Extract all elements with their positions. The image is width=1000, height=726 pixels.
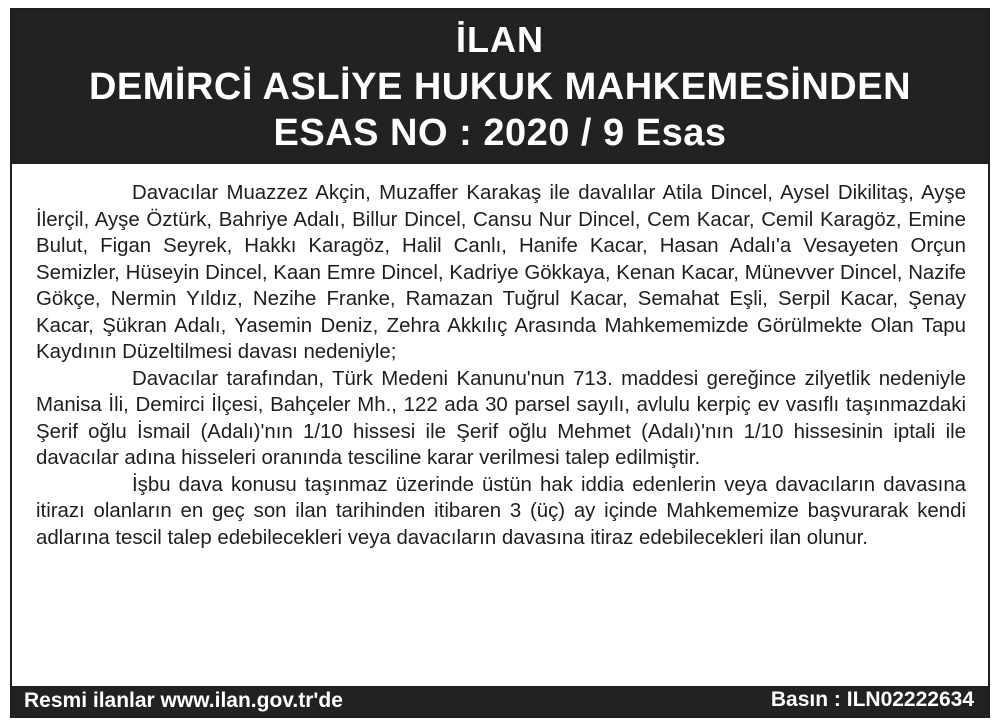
court-name: DEMİRCİ ASLİYE HUKUK MAHKEMESİNDEN xyxy=(88,66,912,108)
paragraph-announcement: İşbu dava konusu taşınmaz üzerinde üstün hak iddia edenlerin veya davacıların davasına itirazı olanların en geç son ilan tarihinden itibaren 3 (üç) ay içinde Mahkememize başvurarak kendi adlarına tescil talep edebilecekleri veya davacıların davasına itiraz edebilecekleri ilan olunur. xyxy=(36,473,966,549)
notice-frame xyxy=(10,8,990,718)
paragraph-claim: Davacılar tarafından, Türk Medeni Kanunu'nun 713. maddesi gereğince zilyetlik nedeniyle Manisa İli, Demirci İlçesi, Bahçeler Mh., 122 ada 30 parsel sayılı, avlulu kerpiç ev vasıflı taşınmazdaki Şerif oğlu İsmail (Adalı)'nın 1/10 hissesi ile Şerif oğlu Mehmet (Adalı)'nın 1/10 hissesinin iptali ile davacılar adına hisseleri oranında tesciline karar verilmesi talep edilmiştir. xyxy=(36,367,966,469)
footer-website-text: Resmi ilanlar www.ilan.gov.tr'de xyxy=(24,689,343,712)
notice-title: İLAN xyxy=(456,19,544,60)
footer-press-code: Basın : ILN02222634 xyxy=(770,688,974,711)
notice-header xyxy=(12,10,988,164)
case-number: ESAS NO : 2020 / 9 Esas xyxy=(273,112,727,154)
paragraph-parties: Davacılar Muazzez Akçin, Muzaffer Karakaş ile davalılar Atila Dincel, Aysel Dikilitaş, Ayşe İlerçil, Ayşe Öztürk, Bahriye Adalı, Billur Dincel, Cansu Nur Dincel, Cem Kacar, Cemil Karagöz, Emine Bulut, Figan Seyrek, Hakkı Karagöz, Halil Canlı, Hanife Kacar, Hasan Adalı'a Vesayeten Orçun Semizler, Hüseyin Dincel, Kaan Emre Dincel, Kadriye Gökkaya, Kenan Kacar, Münevver Dincel, Nazife Gökçe, Nermin Yıldız, Nezihe Franke, Ramazan Tuğrul Kacar, Semahat Eşli, Serpil Kacar, Şenay Kacar, Şükran Adalı, Yasemin Deniz, Zehra Akkılıç Arasında Mahkememizde Görülmekte Olan Tapu Kaydının Düzeltilmesi davası nedeniyle; xyxy=(36,182,966,363)
notice-footer xyxy=(12,686,988,716)
notice-body xyxy=(36,180,966,551)
